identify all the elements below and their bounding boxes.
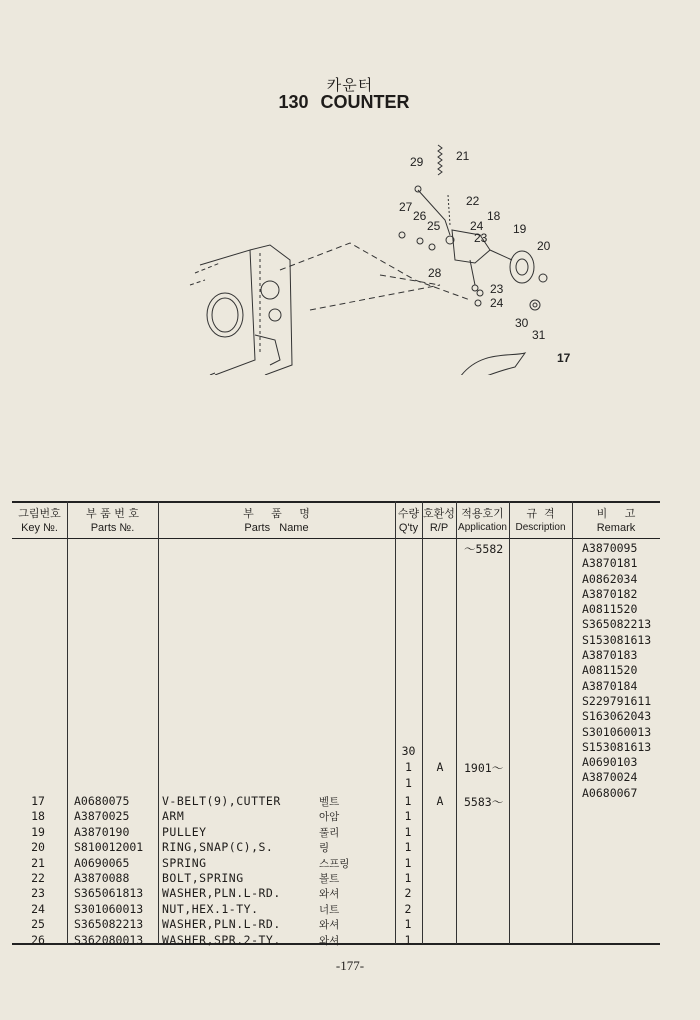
remarks-column [582, 541, 651, 801]
remark: A0811520 [582, 663, 638, 678]
parts-table [12, 501, 660, 947]
section-title: COUNTER [320, 92, 410, 112]
callout-22: 22 [466, 194, 480, 208]
table-row: 19 A3870190 PULLEY 풀리 1 [31, 824, 412, 839]
remark: S365082213 [582, 617, 652, 632]
remark: A0680067 [582, 785, 638, 800]
parts-rows [12, 794, 660, 948]
callout-21: 21 [456, 149, 470, 163]
callout-29: 29 [410, 155, 424, 169]
header-desc-ko: 규 격 [526, 507, 555, 520]
remark: A3870181 [582, 556, 638, 571]
header-qty-ko: 수량 [397, 507, 420, 520]
section-number: 130 [278, 92, 309, 112]
remark: A3870024 [582, 770, 638, 785]
callout-20: 20 [537, 239, 551, 253]
remark: A3870184 [582, 678, 638, 693]
callout-23-lower: 23 [490, 282, 504, 296]
callout-23: 23 [474, 231, 488, 245]
pulley-part [510, 251, 534, 283]
exploded-parts-diagram [180, 135, 600, 375]
table-row: 21 A0690065 SPRING 스프링 1 [31, 855, 412, 870]
table-row: 17 A0680075 V-BELT(9),CUTTER 벨트 1 A 5583～ [31, 794, 504, 809]
qty-cont-3: 1 [405, 776, 412, 790]
table-top-border [12, 501, 660, 503]
qty-cont-1: 30 [401, 744, 416, 758]
callout-18: 18 [487, 209, 501, 223]
callout-17: 17 [557, 351, 571, 365]
remark: S301060013 [582, 724, 652, 739]
page-title [0, 92, 700, 113]
remark: A3870183 [582, 648, 638, 663]
header-rp-en: R/P [429, 522, 449, 534]
header-qty-en: Q'ty [398, 522, 419, 534]
header-part-en: Parts №. [90, 522, 135, 534]
page-number: -177- [335, 958, 365, 973]
qty-cont-2: 1 [405, 760, 412, 774]
callout-27: 27 [399, 200, 413, 214]
v-belt-part [460, 353, 525, 375]
remark: A0690103 [582, 755, 638, 770]
callout-30: 30 [515, 316, 529, 330]
snap-ring-part [539, 274, 547, 282]
table-row: 18 A3870025 ARM 아암 1 [31, 809, 412, 824]
callout-24-lower: 24 [490, 296, 504, 310]
spring-part [438, 145, 442, 175]
callout-28: 28 [428, 266, 442, 280]
remark: S153081613 [582, 739, 652, 754]
table-row: 26 S362080013 WASHER,SPR.2-TY. 와셔 1 [31, 932, 412, 947]
remark: S153081613 [582, 632, 652, 647]
header-desc-en: Description [515, 522, 566, 533]
frame-outline [200, 250, 255, 375]
remark: A3870182 [582, 586, 638, 601]
header-rp-ko: 호환성 [423, 507, 455, 520]
rp-cont: A [436, 760, 444, 774]
remark: A0811520 [582, 602, 638, 617]
application-cont: 1901～ [464, 761, 504, 775]
table-row: 23 S365061813 WASHER,PLN.L-RD. 와셔 2 [31, 886, 412, 901]
callout-26: 26 [413, 209, 427, 223]
table-row: 25 S365082213 WASHER,PLN.L-RD. 와셔 1 [31, 917, 412, 932]
remark: S163062043 [582, 709, 652, 724]
header-remark-ko: 비 고 [596, 507, 636, 520]
header-key-ko: 그림번호 [18, 507, 61, 520]
table-row: 20 S810012001 RING,SNAP(C),S. 링 1 [31, 840, 412, 855]
table-row: 22 A3870088 BOLT,SPRING 볼트 1 [31, 870, 412, 885]
header-app-en: Application [458, 522, 507, 533]
header-key-en: Key №. [21, 522, 58, 534]
callout-25: 25 [427, 219, 441, 233]
header-name-en: Parts Name [244, 522, 309, 534]
header-app-ko: 적용호기 [461, 507, 504, 520]
remark: S229791611 [582, 693, 652, 708]
table-row: 24 S301060013 NUT,HEX.1-TY. 너트 2 [31, 901, 412, 916]
callout-24: 24 [470, 219, 484, 233]
frame-hole [261, 281, 279, 299]
application-range-start: ～5582 [464, 542, 504, 556]
header-remark-en: Remark [596, 522, 636, 534]
page-title-korean: 카운터 [326, 76, 374, 94]
callout-31: 31 [532, 328, 546, 342]
header-part-ko: 부 품 번 호 [86, 507, 139, 520]
header-name-ko: 부 품 명 [243, 507, 310, 520]
remark: A3870095 [582, 541, 638, 555]
callout-19: 19 [513, 222, 527, 236]
remark: A0862034 [582, 571, 638, 586]
header-bottom-border [12, 538, 660, 539]
